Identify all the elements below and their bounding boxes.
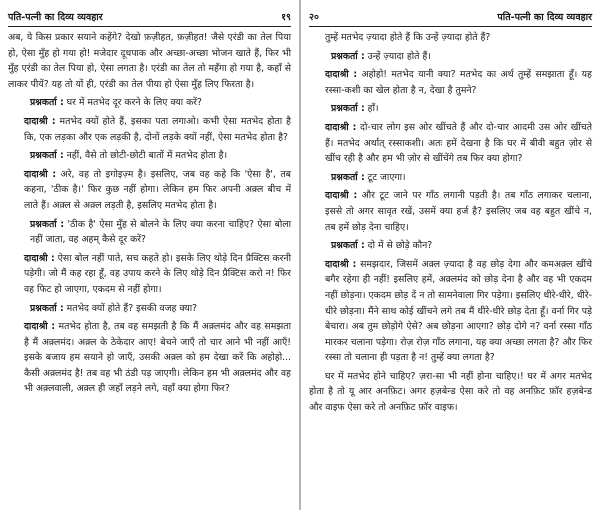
answer: दादाश्री : अरे, वह तो इगोइज़्म है। इसलिए, जब वह कहे कि 'ऐसा है', तब कहना, 'ठीक है।' फिर कुछ नहीं होगा। लेकिन हम फिर अपनी अक़्ल बीच में लाते हैं। अक़्ल से अक़्ल लड़ती है, इसलिए मतभेद होता है। bbox=[24, 168, 291, 211]
paragraph: तुम्हें मतभेद ज़्यादा होते हैं कि उन्हें ज़्यादा होते हैं? bbox=[325, 32, 491, 43]
answer: दादाश्री : अहोहो! मतभेद यानी क्या? मतभेद का अर्थ तुम्हें समझाता हूँ। यह रस्सा-कशी का खेल होता है न, देखा है तुमने? bbox=[325, 69, 592, 96]
answer: दादाश्री : मतभेद क्यों होते हैं, इसका पता लगाओ। कभी ऐसा मतभेद होता है कि, एक लड़का और एक लड़की है, दोनों लड़के क्यों नहीं, ऐसा मतभेद होता है? bbox=[24, 115, 291, 143]
right-page-body bbox=[309, 30, 592, 416]
left-running-head bbox=[8, 6, 291, 27]
paragraph: घर में मतभेद होने चाहिए? ज़रा-सा भी नहीं होना चाहिए।! घर में अगर मतभेद होता है तो यू आर अनफ़िट। अगर हज़बेन्ड ऐसा करे तो वह अनफ़िट फ़ॉर हज़बेन्ड और वाइफ ऐसा करे तो अनफ़िट फ़ॉर वाइफ। bbox=[309, 370, 592, 414]
right-header-title: पति-पत्नी का दिव्य व्यवहार bbox=[497, 11, 592, 23]
left-page-number: १९ bbox=[281, 11, 291, 23]
answer: दादाश्री : और टूट जाने पर गाँठ लगानी पड़ती है। तब गाँठ लगाकर चलाना, इससे तो अगर सावृत रखें, उसमें क्या हर्ज है? इसलिए जब वह बहुत खींचे न, तब हमें छोड़ देना चाहिए। bbox=[325, 190, 592, 233]
answer: दादाश्री : ऐसा बोल नहीं पाते, सच कहते हो। इसके लिए थोड़े दिन प्रैक्टिस करनी पड़ेगी। जो मैं कह रहा हूँ, वह उपाय करने के लिए थोड़े दिन प्रैक्टिस करो न! फिर वह फिट हो जाएगा, एकदम से नहीं होगा। bbox=[24, 252, 291, 295]
left-page bbox=[0, 0, 299, 510]
question: प्रश्नकर्ता : घर में मतभेद दूर करने के लिए क्या करें? bbox=[30, 97, 202, 109]
question: प्रश्नकर्ता : टूट जाएगा। bbox=[331, 171, 406, 183]
left-header-title: पति-पत्नी का दिव्य व्यवहार bbox=[8, 11, 103, 23]
question: प्रश्नकर्ता : मतभेद क्यों होते हैं? इसकी वजह क्या? bbox=[30, 302, 198, 314]
right-running-head bbox=[309, 6, 592, 27]
right-page-number: २० bbox=[309, 11, 319, 23]
question: प्रश्नकर्ता : दो में से छोड़े कौन? bbox=[331, 240, 433, 252]
question: प्रश्नकर्ता : 'ठीक है' ऐसा मुँह से बोलने के लिए क्या करना चाहिए? ऐसा बोला नहीं जाता, वह अहम् कैसे दूर करें? bbox=[30, 218, 291, 246]
question: प्रश्नकर्ता : उन्हें ज़्यादा होते हैं। bbox=[331, 50, 431, 62]
question: प्रश्नकर्ता : नहीं, वैसे तो छोटी-छोटी बातों में मतभेद होता है। bbox=[30, 150, 228, 162]
answer: दादाश्री : समझदार, जिसमें अक़्ल ज़्यादा है वह छोड़ देगा और कमअक़्ल खींचे बगैर रहेगा ही नहीं! इसलिए हमें, अक़्लमंद को छोड़ देना है और वह भी एकदम नहीं छोड़ना। एकदम छोड़ दें न तो सामनेवाला गिर पड़ेगा। इसलिए धीरे-धीरे, धीरे-धीरे छोड़ना। मैंने साथ कोई खींचने लगे तब मैं धीरे-धीरे छोड़ देता हूँ। वर्ना गिर पड़े बेचारा। अब तुम छोड़ोगे ऐसे? अब छोड़ना आएगा? छोड़ दोगे न? वर्ना रस्सा गाँठ मारकर चलाना पड़ेगा। रोज़ रोज़ गाँठ लगाना, यह क्या अच्छा लगता है? और फिर रस्सा तो चलाना ही पड़ता है न! तुम्हें क्या लगता है? bbox=[325, 258, 592, 364]
question: प्रश्नकर्ता : हाँ। bbox=[331, 103, 379, 115]
answer: दादाश्री : दो-चार लोग इस ओर खींचते हैं और दो-चार आदमी उस ओर खींचते हैं। मतभेद अर्थात् रस्साकशी। अतः हमें देखना है कि घर में बीवी बहुत ज़ोर से खींच रही है और हम भी ज़ोर से खींचेंगे तब फिर क्या होगा? bbox=[325, 121, 592, 165]
answer: दादाश्री : मतभेद होता है, तब वह समझती है कि मैं अक़्लमंद और वह समझता है मैं अक़्लमंद। अक़्ल के ठेकेदार आए! बेचने जाएँ तो चार आने भी नहीं आएँ! इसके बजाय हम सयाने हो जाएँ, उसकी अक़्ल को हम देखा करें कि अहोहो... कैसी अक़्लमंद है! तब वह भी ठंडी पड़ जाएगी। लेकिन हम भी अक़्लमंद और वह भी अक़्लवाली, अक़्ल ही जहाँ लड़ने लगे, वहाँ क्या होगा फिर? bbox=[24, 321, 291, 395]
paragraph: अब, ये किस प्रकार सयाने कहेंगे? देखो फ़ज़ीहत, फ़ज़ीहत! जैसे एरंडी का तेल पिया हो, ऐसा मुँह हो गया हो! मजेदार दूधपाक और अच्छा-अच्छा भोजन खाते हैं, फिर भी मुँह एरंडी का तेल पिया हो, ऐसा लगता है। एरंडी का तेल तो महँगा हो गया है, कहाँ से लाकर पीयें? यह तो यों ही, एरंडी का तेल पीया हो ऐसा मुँह लिए फिरता है। bbox=[8, 32, 291, 90]
left-page-body bbox=[8, 30, 291, 397]
right-page bbox=[301, 0, 600, 510]
